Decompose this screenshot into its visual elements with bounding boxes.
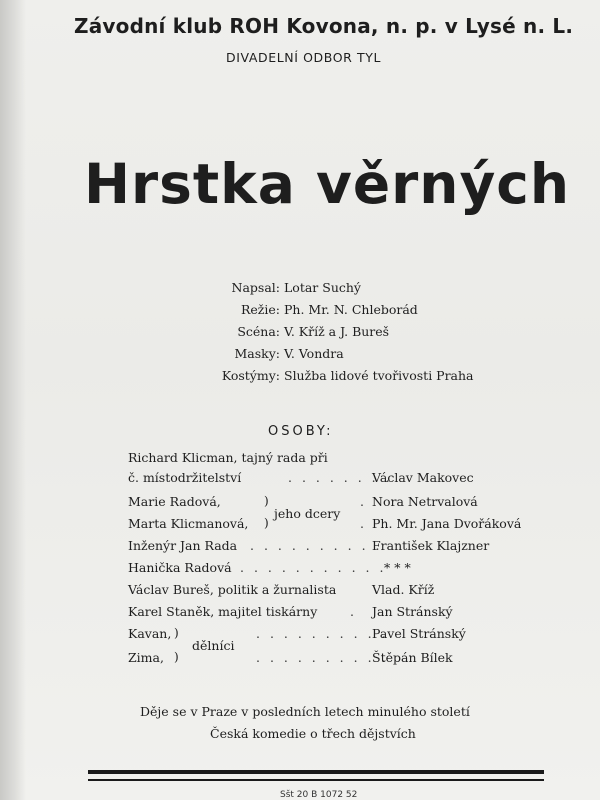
footer-rule-thin: [88, 779, 544, 781]
cast-actor: Pavel Stránský: [372, 626, 466, 641]
cast-role: Richard Klicman, tajný rada při: [128, 450, 328, 465]
cast-row: [128, 650, 548, 670]
cast-role: Marta Klicmanová,: [128, 516, 249, 531]
cast-row: [128, 470, 548, 490]
section-name: DIVADELNÍ ODBOR TYL: [226, 50, 382, 65]
credit-role: Napsal:: [231, 280, 280, 295]
brace-mark: ): [264, 494, 269, 508]
page-edge-shadow: [0, 0, 26, 800]
leader-dots: . . . . . . . . . .: [256, 626, 389, 641]
cast-row: [128, 604, 548, 624]
cast-role: Václav Bureš, politik a žurnalista: [128, 582, 337, 597]
credit-role: Režie:: [240, 302, 280, 317]
credit-row: [150, 368, 480, 390]
credit-name: Služba lidové tvořivosti Praha: [284, 368, 474, 383]
play-title: Hrstka věrných: [84, 152, 571, 216]
cast-row: [128, 450, 548, 470]
credit-row: [150, 346, 480, 368]
cast-role: Zima,: [128, 650, 164, 665]
credit-role: Masky:: [234, 346, 280, 361]
cast-row: [128, 582, 548, 602]
cast-actor: Vlad. Kříž: [372, 582, 435, 597]
credit-name: Ph. Mr. N. Chleborád: [284, 302, 418, 317]
credit-row: [150, 324, 480, 346]
credit-name: Lotar Suchý: [284, 280, 361, 295]
cast-actor: Štěpán Bílek: [372, 650, 453, 665]
footer-rule-thick: [88, 770, 544, 774]
cast-row: [128, 560, 548, 580]
credits-list: [150, 280, 480, 390]
cast-role: č. místodržitelství: [128, 470, 242, 485]
group-label-daughters: jeho dcery: [274, 506, 341, 521]
credit-row: [150, 302, 480, 324]
cast-role: Kavan,: [128, 626, 172, 641]
credit-row: [150, 280, 480, 302]
cast-role: Hanička Radová: [128, 560, 232, 575]
leader-dots: .: [360, 516, 367, 531]
setting-line: Děje se v Praze v posledních letech minulého století: [140, 704, 470, 719]
club-header: Závodní klub ROH Kovona, n. p. v Lysé n. L.: [74, 14, 574, 38]
cast-actor: František Klajzner: [372, 538, 490, 553]
persons-heading: OSOBY:: [268, 424, 334, 439]
cast-role: Inženýr Jan Rada: [128, 538, 238, 553]
cast-actor: * * *: [384, 560, 411, 575]
brace-mark: ): [264, 516, 269, 530]
cast-role: Karel Staněk, majitel tiskárny: [128, 604, 318, 619]
credit-name: V. Vondra: [284, 346, 344, 361]
group-label-workers: dělníci: [192, 638, 235, 653]
leader-dots: . . . . . . . . . .: [256, 650, 389, 665]
cast-row: [128, 626, 548, 646]
leader-dots: .: [360, 494, 367, 509]
credit-role: Kostýmy:: [221, 368, 280, 383]
cast-actor: Nora Netrvalová: [372, 494, 478, 509]
credit-role: Scéna:: [237, 324, 280, 339]
cast-role: Marie Radová,: [128, 494, 221, 509]
cast-row: [128, 516, 548, 536]
brace-mark: ): [174, 650, 179, 664]
brace-mark: ): [174, 626, 179, 640]
cast-row: [128, 538, 548, 558]
cast-actor: Jan Stránský: [372, 604, 453, 619]
leader-dots: . . . . . . . . . . .: [240, 560, 387, 575]
leader-dots: . . . . . . . . . .: [250, 538, 383, 553]
genre-line: Česká komedie o třech dějstvích: [210, 726, 416, 741]
cast-actor: Václav Makovec: [372, 470, 474, 485]
credit-name: V. Kříž a J. Bureš: [284, 324, 390, 339]
cast-actor: Ph. Mr. Jana Dvořáková: [372, 516, 522, 531]
print-code: Sšt 20 B 1072 52: [280, 790, 358, 800]
leader-dots: .: [350, 604, 357, 619]
leader-dots: . . . . . . . .: [288, 470, 393, 485]
